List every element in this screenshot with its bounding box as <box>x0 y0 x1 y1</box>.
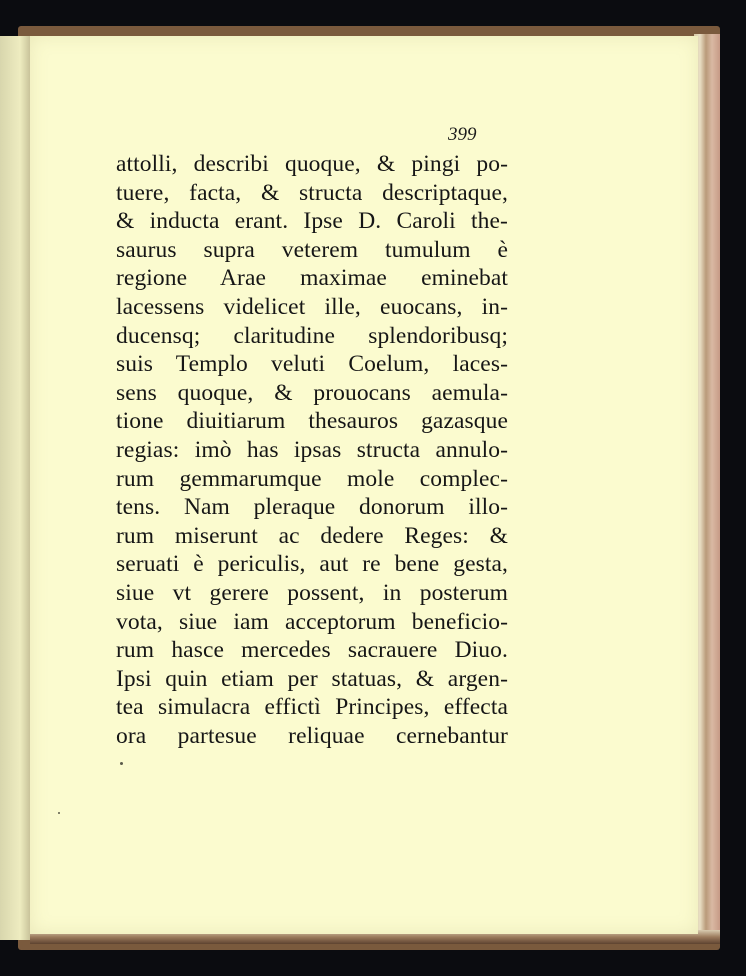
text-line: lacessens videlicet ille, euocans, in- <box>116 293 508 320</box>
text-line: Ipsi quin etiam per statuas, & argen- <box>116 665 508 692</box>
text-line: regias: imò has ipsas structa annulo- <box>116 436 508 463</box>
text-line: ora partesue reliquae cernebantur <box>116 722 508 749</box>
text-line: ducensq; claritudine splendoribusq; <box>116 322 508 349</box>
facing-page-edge <box>0 36 30 940</box>
text-line: tens. Nam pleraque donorum illo- <box>116 494 508 521</box>
text-line: attolli, describi quoque, & pingi po- <box>116 151 508 177</box>
text-line: siue vt gerere possent, in posterum <box>116 579 508 606</box>
text-line: & inducta erant. Ipse D. Caroli the- <box>116 208 508 235</box>
paper-speck <box>58 812 60 814</box>
text-line: vota, siue iam acceptorum beneficio- <box>116 608 508 635</box>
text-line: rum miserunt ac dedere Reges: & <box>116 522 508 549</box>
text-line: tione diuitiarum thesauros gazasque <box>116 408 508 435</box>
text-line: tuere, facta, & structa descriptaque, <box>116 179 508 206</box>
page-number: 399 <box>448 124 477 145</box>
paper-speck <box>120 762 123 765</box>
text-line: tea simulacra effictì Principes, effecta <box>116 694 508 721</box>
page-text <box>116 150 508 750</box>
text-line: saurus supra veterem tumulum è <box>116 236 508 263</box>
text-line: suis Templo veluti Coelum, laces- <box>116 351 508 378</box>
text-line: seruati è periculis, aut re bene gesta, <box>116 551 508 578</box>
text-line: regione Arae maximae eminebat <box>116 265 508 292</box>
text-line: rum hasce mercedes sacrauere Diuo. <box>116 637 508 664</box>
text-line: rum gemmarumque mole complec- <box>116 465 508 492</box>
text-line: sens quoque, & prouocans aemula- <box>116 379 508 406</box>
